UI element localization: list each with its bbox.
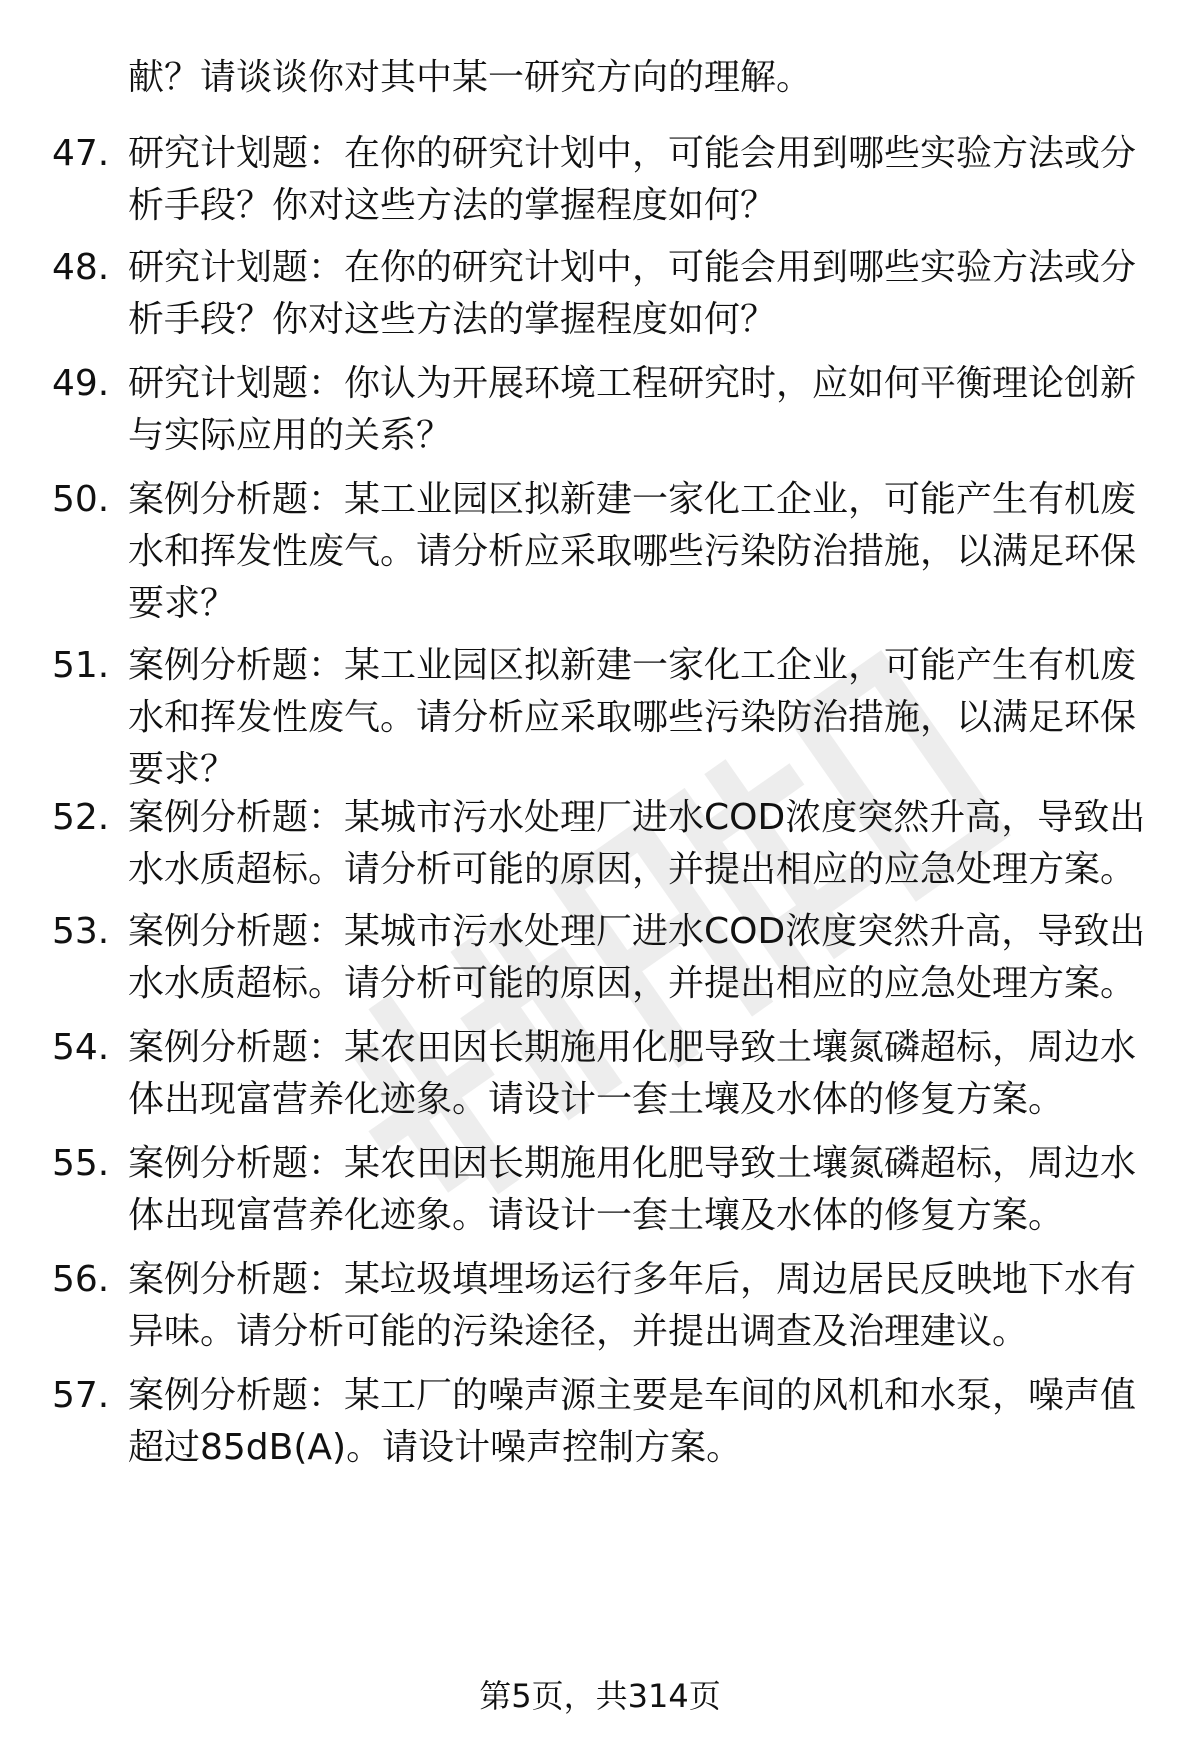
question-text xyxy=(128,128,1148,232)
question-text xyxy=(128,640,1148,796)
question-number: 50. xyxy=(52,479,110,520)
question-number: 56. xyxy=(52,1259,110,1300)
question-text xyxy=(128,242,1148,346)
question-text xyxy=(128,906,1148,1010)
question-text xyxy=(128,1370,1148,1474)
question-text xyxy=(128,1254,1148,1358)
question-text xyxy=(128,1022,1148,1126)
question-number: 52. xyxy=(52,797,110,838)
question-text-line: 案例分析题：某农田因长期施用化肥导致土壤氮磷超标，周边水 xyxy=(128,1027,1137,1068)
question-text-line: 案例分析题：某工业园区拟新建一家化工企业，可能产生有机废 xyxy=(128,479,1137,520)
question-text-line: 案例分析题：某城市污水处理厂进水COD浓度突然升高，导致出 xyxy=(128,911,1146,952)
question-number: 47. xyxy=(52,133,110,174)
question-text-line: 超过85dB(A)。请设计噪声控制方案。 xyxy=(128,1427,743,1468)
question-text-line: 异味。请分析可能的污染途径，并提出调查及治理建议。 xyxy=(128,1311,1029,1352)
question-text-line: 要求？ xyxy=(128,583,237,624)
question-text-line: 与实际应用的关系？ xyxy=(128,415,453,456)
question-text xyxy=(128,358,1148,462)
question-text-line: 案例分析题：某农田因长期施用化肥导致土壤氮磷超标，周边水 xyxy=(128,1143,1137,1184)
question-text-line: 案例分析题：某城市污水处理厂进水COD浓度突然升高，导致出 xyxy=(128,797,1146,838)
question-text-line: 水和挥发性废气。请分析应采取哪些污染防治措施，以满足环保 xyxy=(128,531,1137,572)
question-text-line: 案例分析题：某垃圾填埋场运行多年后，周边居民反映地下水有 xyxy=(128,1259,1137,1300)
question-number: 53. xyxy=(52,911,110,952)
question-text-line: 案例分析题：某工业园区拟新建一家化工企业，可能产生有机废 xyxy=(128,645,1137,686)
question-text-line: 体出现富营养化迹象。请设计一套土壤及水体的修复方案。 xyxy=(128,1195,1065,1236)
question-text xyxy=(128,792,1148,896)
question-text-line: 析手段？你对这些方法的掌握程度如何？ xyxy=(128,185,777,226)
question-text xyxy=(128,474,1148,630)
question-text-line: 案例分析题：某工厂的噪声源主要是车间的风机和水泵，噪声值 xyxy=(128,1375,1137,1416)
question-text-line: 水水质超标。请分析可能的原因，并提出相应的应急处理方案。 xyxy=(128,849,1137,890)
question-text-line: 水水质超标。请分析可能的原因，并提出相应的应急处理方案。 xyxy=(128,963,1137,1004)
continuation-text: 献？请谈谈你对其中某一研究方向的理解。 xyxy=(128,57,813,98)
question-number: 49. xyxy=(52,363,110,404)
question-text-line: 研究计划题：在你的研究计划中，可能会用到哪些实验方法或分 xyxy=(128,133,1137,174)
question-text-line: 体出现富营养化迹象。请设计一套土壤及水体的修复方案。 xyxy=(128,1079,1065,1120)
question-number: 55. xyxy=(52,1143,110,1184)
question-text-line: 研究计划题：你认为开展环境工程研究时，应如何平衡理论创新 xyxy=(128,363,1137,404)
question-number: 51. xyxy=(52,645,110,686)
question-text-line: 析手段？你对这些方法的掌握程度如何？ xyxy=(128,299,777,340)
question-text-line: 水和挥发性废气。请分析应采取哪些污染防治措施，以满足环保 xyxy=(128,697,1137,738)
question-text xyxy=(128,1138,1148,1242)
question-number: 48. xyxy=(52,247,110,288)
page-footer: 第5页，共314页 xyxy=(479,1677,721,1715)
question-number: 57. xyxy=(52,1375,110,1416)
question-text-line: 要求？ xyxy=(128,749,237,790)
question-number: 54. xyxy=(52,1027,110,1068)
question-text-line: 研究计划题：在你的研究计划中，可能会用到哪些实验方法或分 xyxy=(128,247,1137,288)
